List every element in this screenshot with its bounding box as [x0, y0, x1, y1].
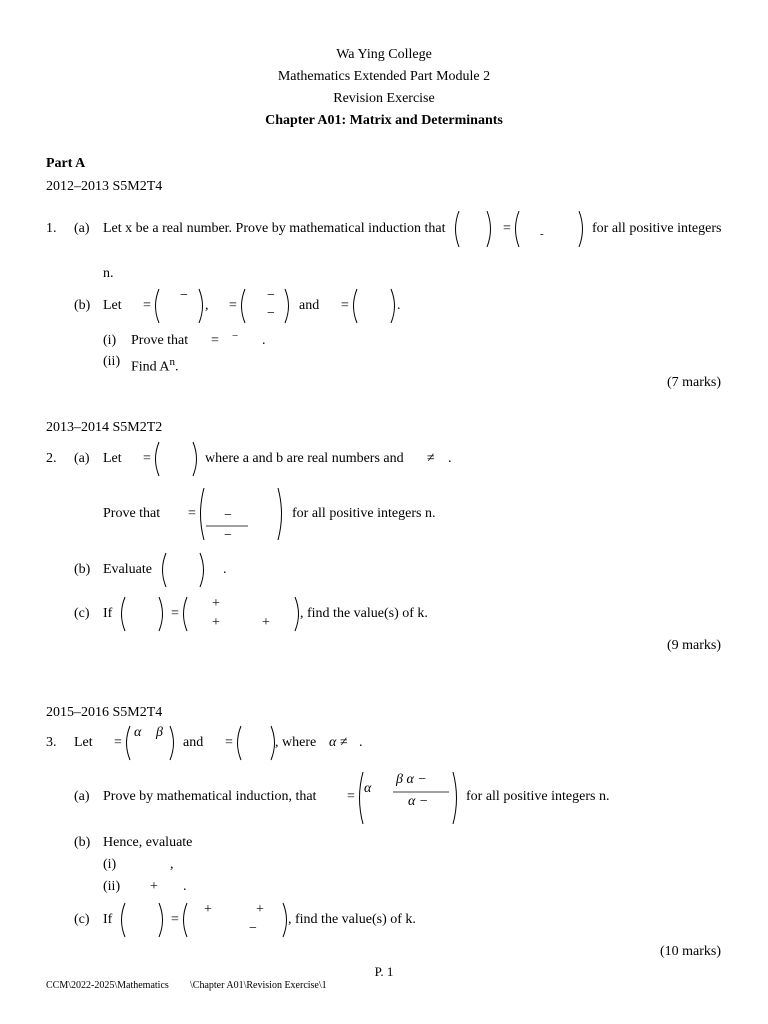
q1-b-matrix-c — [349, 287, 399, 325]
q3-b-label: (b) — [74, 835, 91, 850]
q3-where: , where — [275, 735, 317, 750]
q3-c-if: If — [103, 912, 113, 927]
q3-a-label: (a) — [74, 789, 90, 804]
q3-c-m: − — [249, 921, 257, 936]
q1-b-m2a: − — [267, 288, 275, 303]
q2-a-ne: ≠ — [427, 451, 435, 466]
q3-source: 2015–2016 S5M2T4 — [46, 705, 163, 720]
q2-c-eq: = — [171, 606, 179, 621]
q1-b-m2b: − — [267, 306, 275, 321]
chapter-title: Chapter A01: Matrix and Determinants — [265, 113, 503, 128]
q1-bii-text — [131, 354, 179, 376]
q3-beta: β — [156, 725, 163, 740]
q2-source: 2013–2014 S5M2T2 — [46, 420, 163, 435]
q2-prove-eq: = — [188, 506, 196, 521]
module-title: Mathematics Extended Part Module 2 — [277, 69, 491, 84]
footer-path-right: \Chapter A01\Revision Exercise\1 — [190, 980, 327, 991]
q1-b-eq1: = — [143, 298, 151, 313]
q1-bii-sup: n — [169, 356, 176, 368]
q3-c-p2: + — [256, 902, 264, 917]
q2-c-matrix-right — [179, 595, 303, 633]
q3-let: Let — [74, 735, 93, 750]
q1-a-matrix-left — [451, 209, 495, 249]
q1-b-comma: , — [205, 298, 209, 313]
q3-marks: (10 marks) — [659, 944, 721, 959]
q3-eq2: = — [225, 735, 233, 750]
q3-where-dot: . — [359, 735, 363, 750]
q2-prove-matrix — [196, 486, 286, 542]
q1-bi-text: Prove that — [131, 333, 189, 348]
q3-where-ne: ≠ — [340, 735, 348, 750]
q1-a-tail: for all positive integers — [592, 221, 722, 236]
q1-a-text: Let x be a real number. Prove by mathematical induction that — [103, 221, 446, 236]
q1-source: 2012–2013 S5M2T4 — [46, 179, 163, 194]
q2-prove-tail: for all positive integers n. — [292, 506, 436, 521]
q3-bii-plus: + — [150, 879, 158, 894]
q2-prove-m1: − — [224, 508, 232, 523]
q1-bi-dot: . — [262, 333, 266, 348]
q3-a-den: α − — [408, 794, 429, 809]
exercise-title: Revision Exercise — [333, 91, 435, 106]
q3-c-eq: = — [171, 912, 179, 927]
footer-path-left: CCM\2022-2025\Mathematics — [46, 980, 169, 991]
q3-number: 3. — [46, 735, 57, 750]
q3-bi-label: (i) — [103, 857, 117, 872]
q3-bii-label: (ii) — [103, 879, 121, 894]
q2-c-p2: + — [212, 615, 220, 630]
q1-b-matrix-b — [237, 287, 293, 325]
q2-c-matrix-left — [117, 595, 167, 633]
q2-a-label: (a) — [74, 451, 90, 466]
q3-where-alpha: α — [329, 735, 337, 750]
q3-c-label: (c) — [74, 912, 90, 927]
q2-c-p1: + — [212, 596, 220, 611]
q2-c-p3: + — [262, 615, 270, 630]
q3-b-text: Hence, evaluate — [103, 835, 193, 850]
q3-eq1: = — [114, 735, 122, 750]
q2-number: 2. — [46, 451, 57, 466]
q3-c-matrix-left — [117, 901, 167, 939]
q3-bii-dot: . — [183, 879, 187, 894]
q1-bii-label: (ii) — [103, 354, 121, 369]
q1-bi-label: (i) — [103, 333, 117, 348]
q1-marks: (7 marks) — [666, 375, 721, 390]
q1-bii-find: Find A — [131, 359, 170, 375]
q3-a-alpha: α — [364, 781, 372, 796]
q1-a-matrix-right — [511, 209, 587, 249]
q1-b-m1: − — [180, 288, 188, 303]
q1-a-wrap: n. — [103, 266, 114, 281]
q3-a-tail: for all positive integers n. — [466, 789, 610, 804]
q3-bi-comma: , — [170, 857, 174, 872]
q1-b-eq3: = — [341, 298, 349, 313]
q1-b-let: Let — [103, 298, 122, 313]
q2-c-if: If — [103, 606, 113, 621]
q3-matrix-a — [122, 724, 178, 762]
q3-alpha: α — [134, 725, 142, 740]
page-number: P. 1 — [374, 964, 394, 979]
q2-b-text: Evaluate — [103, 562, 152, 577]
q3-a-text: Prove by mathematical induction, that — [103, 789, 317, 804]
q2-a-text: where a and b are real numbers and — [205, 451, 404, 466]
q2-a-dot: . — [448, 451, 452, 466]
q2-marks: (9 marks) — [666, 638, 721, 653]
q1-bi-sup: − — [232, 330, 239, 342]
q2-b-matrix — [158, 551, 208, 589]
q3-c-matrix-right — [179, 901, 291, 939]
q1-b-dot: . — [397, 298, 401, 313]
q1-b-and: and — [299, 298, 320, 313]
q1-bii-dot: . — [175, 359, 179, 375]
q3-a-eq: = — [347, 789, 355, 804]
q2-prove-m2: − — [224, 528, 232, 543]
q2-a-matrix — [151, 440, 201, 478]
q1-a-minus: - — [540, 228, 544, 240]
q1-a-eq: = — [503, 221, 511, 236]
q3-matrix-b — [233, 724, 279, 762]
q2-c-label: (c) — [74, 606, 90, 621]
q2-a-let: Let — [103, 451, 122, 466]
q1-number: 1. — [46, 221, 57, 236]
q1-b-matrix-a — [151, 287, 207, 325]
q2-prove-text: Prove that — [103, 506, 161, 521]
q2-b-label: (b) — [74, 562, 91, 577]
q1-b-eq2: = — [229, 298, 237, 313]
q2-a-eq: = — [143, 451, 151, 466]
q1-b-label: (b) — [74, 298, 91, 313]
q3-a-num: β α − — [396, 772, 427, 787]
q2-c-tail: , find the value(s) of k. — [300, 606, 428, 621]
q1-a-label: (a) — [74, 221, 90, 236]
school-name: Wa Ying College — [336, 47, 432, 62]
q3-c-tail: , find the value(s) of k. — [288, 912, 416, 927]
q1-bi-eq: = — [211, 333, 219, 348]
q3-c-p1: + — [204, 902, 212, 917]
q3-and: and — [183, 735, 204, 750]
q2-b-dot: . — [223, 562, 227, 577]
part-title: Part A — [46, 156, 86, 171]
